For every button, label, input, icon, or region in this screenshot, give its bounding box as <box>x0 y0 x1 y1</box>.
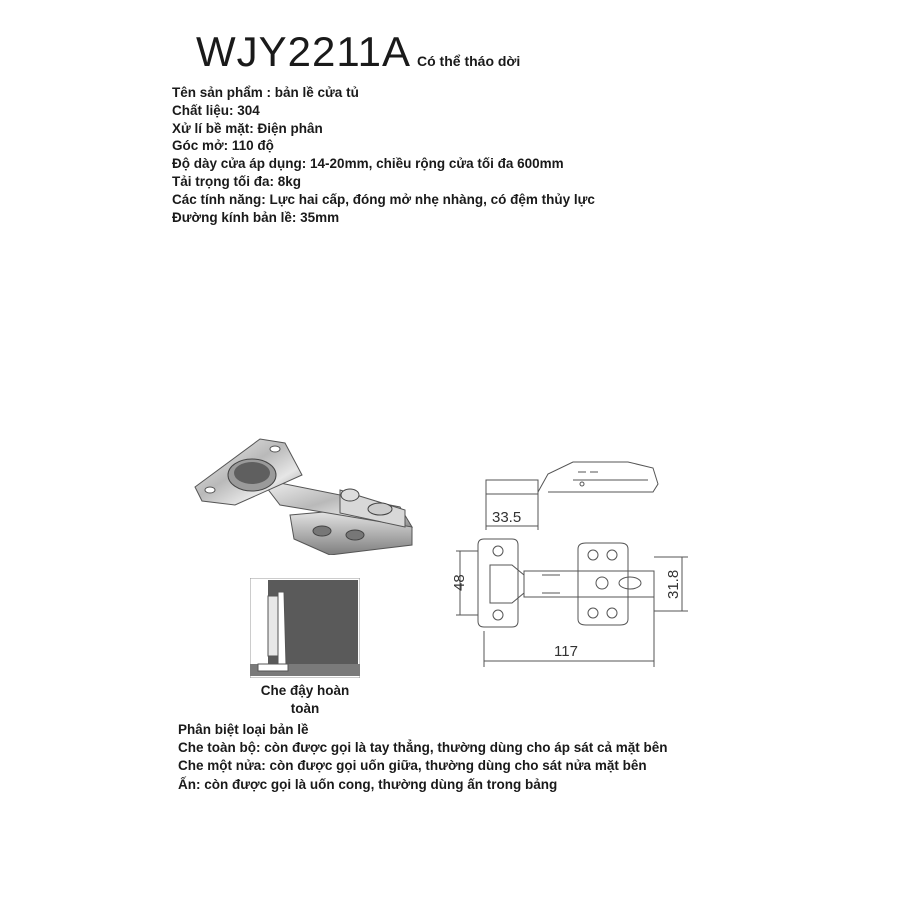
spec-item: Chất liệu: 304 <box>172 102 260 118</box>
overlay-caption <box>250 682 360 718</box>
hinge-type-notes <box>178 721 668 794</box>
dim-cup-label: 33.5 <box>492 509 522 526</box>
spec-item: Đường kính bản lề: 35mm <box>172 209 340 225</box>
title-row <box>196 28 520 76</box>
notes-heading: Phân biệt loại bản lề <box>178 722 309 737</box>
model-number: WJY2211A <box>196 28 411 75</box>
dim-height-label: 48 <box>451 574 468 591</box>
note-item: Ấn: còn được gọi là uốn cong, thường dùng ấn trong bảng <box>178 776 558 792</box>
caption-line: toàn <box>290 701 320 716</box>
hinge-top-view-drawing <box>450 535 695 670</box>
spec-item: Xử lí bề mặt: Điện phân <box>172 120 323 136</box>
spec-item: Tên sản phẩm : bản lề cửa tủ <box>172 85 359 100</box>
caption-line: Che đậy hoàn <box>260 683 350 698</box>
hinge-product-image <box>190 435 425 555</box>
spec-item: Độ dày cửa áp dụng: 14-20mm, chiều rộng cửa tối đa 600mm <box>172 156 564 172</box>
spec-list <box>172 84 595 226</box>
dim-plate-label: 31.8 <box>665 569 682 599</box>
spec-item: Tải trọng tối đa: 8kg <box>172 173 302 189</box>
dim-width-label: 117 <box>554 643 578 660</box>
note-item: Che một nửa: còn được gọi uốn giữa, thường dùng cho sát nửa mặt bên <box>178 758 647 774</box>
model-subtitle: Có thể tháo dời <box>417 53 521 69</box>
note-item: Che toàn bộ: còn được gọi là tay thẳng, thường dùng cho áp sát cả mặt bên <box>178 740 668 756</box>
spec-item: Góc mở: 110 độ <box>172 138 274 154</box>
hinge-side-view-drawing <box>478 458 683 538</box>
full-overlay-diagram <box>250 578 360 678</box>
spec-item: Các tính năng: Lực hai cấp, đóng mở nhẹ nhàng, có đệm thủy lực <box>172 191 595 207</box>
